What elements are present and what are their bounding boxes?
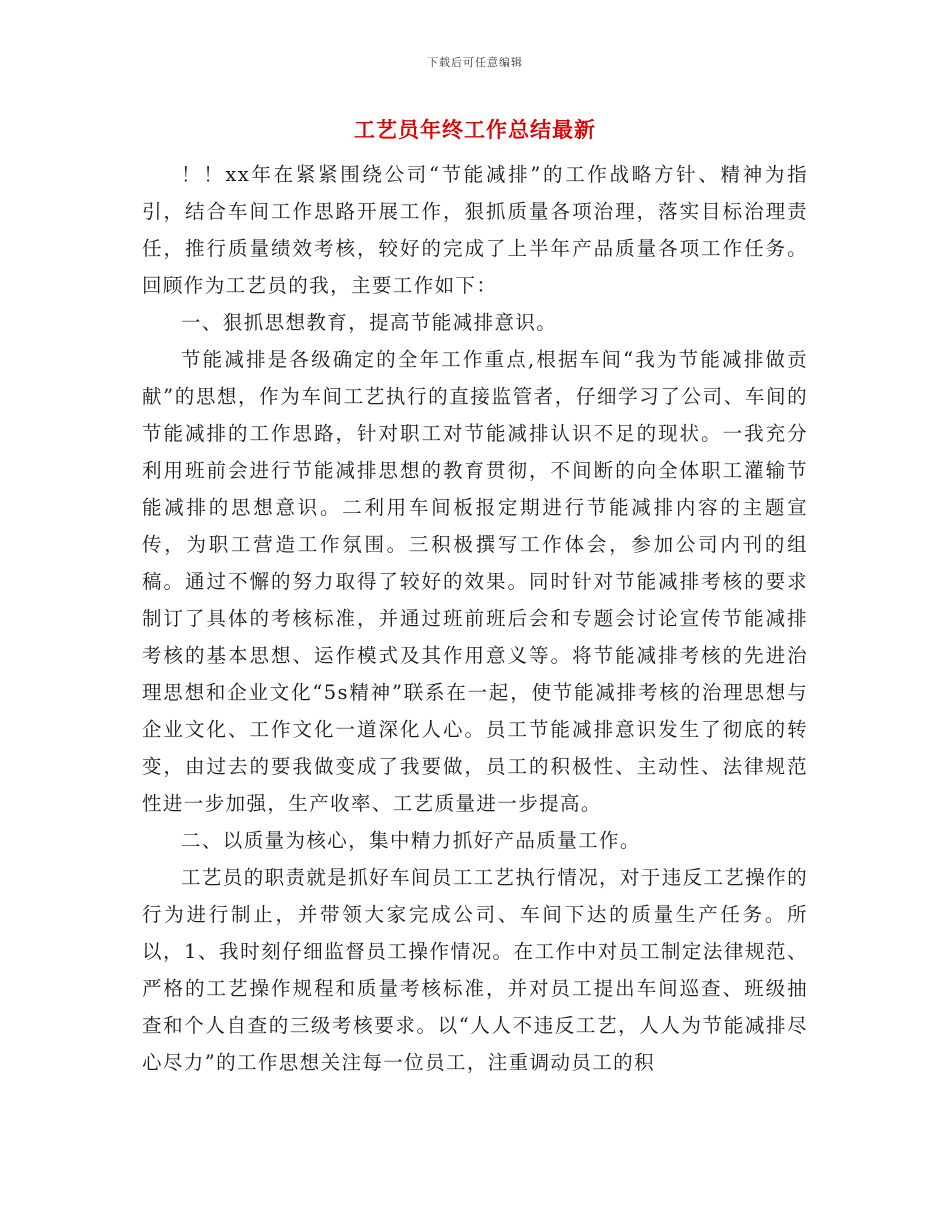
section-heading-1: 一、狠抓思想教育，提高节能减排意识。 (181, 311, 558, 334)
section-heading-2: 二、以质量为核心，集中精力抓好产品质量工作。 (181, 829, 641, 852)
page-header-note: 下载后可任意编辑 (427, 56, 523, 69)
document-title: 工艺员年终工作总结最新 (354, 117, 596, 142)
document-body (142, 156, 808, 1081)
paragraph-intro: ！！xx年在紧紧围绕公司“节能减排”的工作战略方针、精神为指引，结合车间工作思路开展工作，狠抓质量各项治理，落实目标治理责任，推行质量绩效考核，较好的完成了上半年产品质量各项工作任务。回顾作为工艺员的我，主要工作如下： (142, 163, 808, 297)
paragraph-section-2: 工艺员的职责就是抓好车间员工工艺执行情况，对于违反工艺操作的行为进行制止，并带领大家完成公司、车间下达的质量生产任务。所以，1、我时刻仔细监督员工操作情况。在工作中对员工制定法律规范、严格的工艺操作规程和质量考核标准，并对员工提出车间巡查、班级抽查和个人自查的三级考核要求。以“人人不违反工艺，人人为节能减排尽心尽力”的工作思想关注每一位员工，注重调动员工的积 (142, 866, 809, 1074)
paragraph-section-1: 节能减排是各级确定的全年工作重点,根据车间“我为节能减排做贡献”的思想，作为车间工艺执行的直接监管者，仔细学习了公司、车间的节能减排的工作思路，针对职工对节能减排认识不足的现状。一我充分利用班前会进行节能减排思想的教育贯彻，不间断的向全体职工灌输节能减排的思想意识。二利用车间板报定期进行节能减排内容的主题宣传，为职工营造工作氛围。三积极撰写工作体会，参加公司内刊的组稿。通过不懈的努力取得了较好的效果。同时针对节能减排考核的要求制订了具体的考核标准，并通过班前班后会和专题会讨论宣传节能减排考核的基本思想、运作模式及其作用意义等。将节能减排考核的先进治理思想和企业文化“5s精神”联系在一起，使节能减排考核的治理思想与企业文化、工作文化一道深化人心。员工节能减排意识发生了彻底的转变，由过去的要我做变成了我要做，员工的积极性、主动性、法律规范性进一步加强，生产收率、工艺质量进一步提高。 (142, 348, 808, 815)
